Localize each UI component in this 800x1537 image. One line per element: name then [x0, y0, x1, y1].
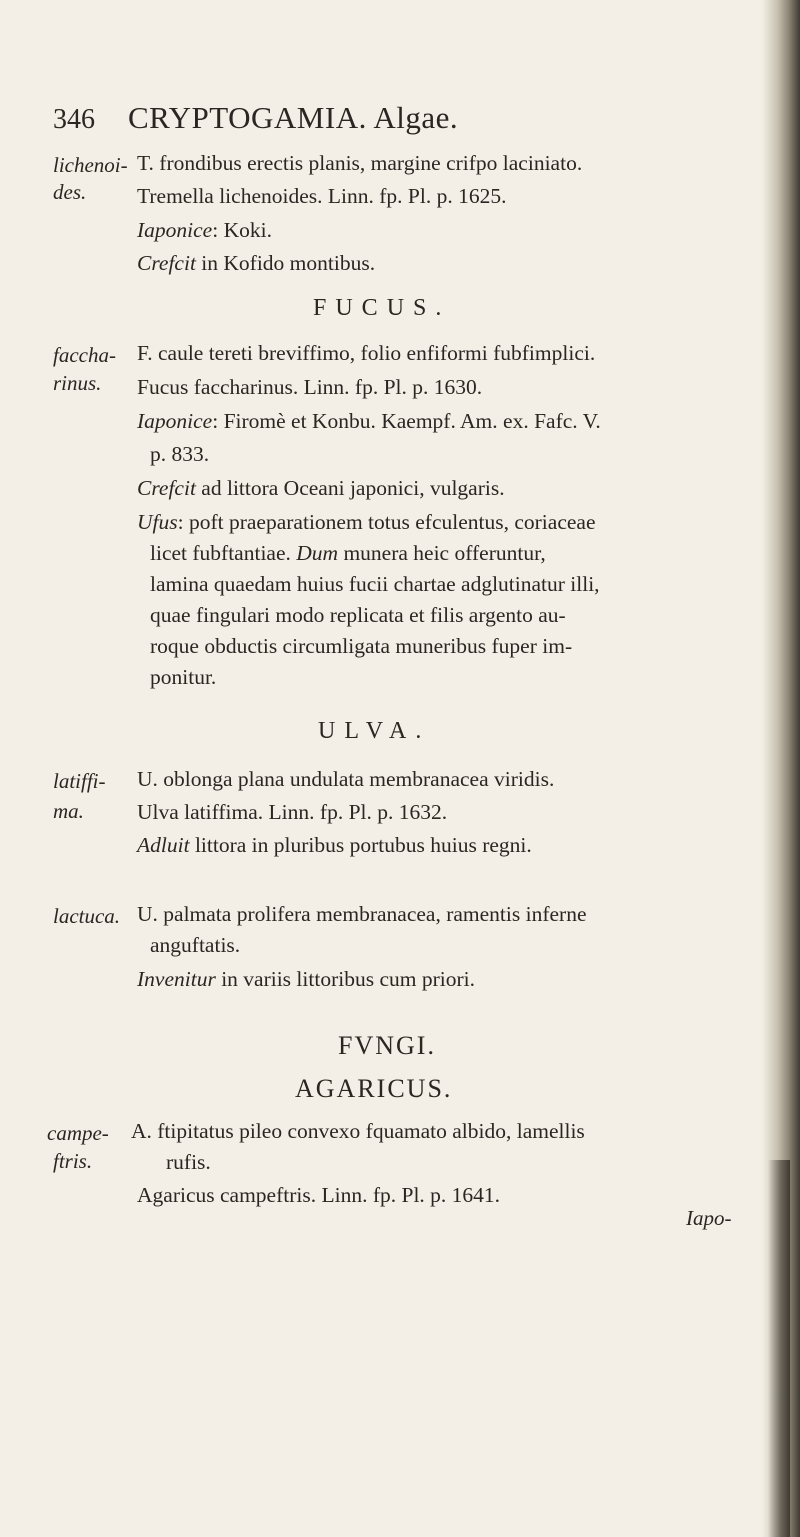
usage-line: roque obductis circumligata muneribus fuper im- [150, 634, 573, 658]
habitat-text: in variis littoribus cum priori. [215, 967, 475, 991]
section-heading: FVNGI. [338, 1031, 436, 1060]
usage-line [150, 541, 546, 566]
description-line: U. palmata prolifera membranacea, ramentis inferne [137, 902, 587, 926]
reference-line: p. 833. [150, 442, 210, 466]
habitat-label: Invenitur [137, 967, 216, 991]
japanese-name-line [137, 409, 601, 434]
usage-label: Ufus [137, 510, 178, 534]
description-line: T. frondibus erectis planis, margine crifpo laciniato. [137, 151, 583, 175]
japanese-name: : Koki. [212, 218, 272, 242]
description-line: rufis. [166, 1150, 211, 1174]
habitat-text: ad littora Oceani japonici, vulgaris. [195, 476, 505, 500]
japanese-name-line [137, 218, 272, 243]
habitat-line [137, 476, 505, 501]
margin-species-name: rinus. [53, 371, 102, 395]
description-line: F. caule tereti breviffimo, folio enfiformi fubfimplici. [137, 341, 596, 365]
habitat-text: littora in pluribus portubus huius regni. [189, 833, 532, 857]
margin-species-name: faccha- [53, 343, 116, 367]
margin-species-name: lichenoi- [53, 153, 128, 177]
usage-line: quae fingulari modo replicata et filis argento au- [150, 603, 566, 627]
habitat-text: in Kofido montibus. [195, 251, 376, 275]
catchword: Iapo- [686, 1206, 732, 1230]
habitat-line [137, 833, 532, 858]
habitat-line [137, 967, 475, 992]
description-line: anguftatis. [150, 933, 241, 957]
synonym-line: Ulva latiffima. Linn. fp. Pl. p. 1632. [137, 800, 448, 824]
japanese-name: : Firomè et Konbu. Kaempf. Am. ex. Fafc. V. [212, 409, 601, 433]
synonym-line: Agaricus campeftris. Linn. fp. Pl. p. 1641. [137, 1183, 501, 1207]
usage-label: Dum [296, 541, 339, 565]
usage-text: : poft praeparationem totus efculentus, coriaceae [177, 510, 596, 534]
margin-species-name: ma. [53, 799, 84, 823]
margin-species-name: latiffi- [53, 769, 106, 793]
usage-line: lamina quaedam huius fucii chartae adglutinatur illi, [150, 572, 600, 596]
usage-text: licet fubftantiae. [150, 541, 291, 565]
synonym-line: Tremella lichenoides. Linn. fp. Pl. p. 1625. [137, 184, 507, 208]
genus-heading: AGARICUS. [295, 1074, 453, 1103]
habitat-label: Crefcit [137, 251, 196, 275]
margin-species-name: des. [53, 180, 87, 204]
margin-species-name: campe- [47, 1121, 109, 1145]
japanese-label: Iaponice [137, 409, 213, 433]
page-number: 346 [53, 104, 95, 135]
section-heading: FUCUS. [313, 295, 451, 321]
margin-species-name: lactuca. [53, 904, 121, 928]
synonym-line: Fucus faccharinus. Linn. fp. Pl. p. 1630. [137, 375, 483, 399]
habitat-line [137, 251, 375, 276]
margin-species-name: ftris. [53, 1149, 93, 1173]
running-title: CRYPTOGAMIA. Algae. [128, 100, 459, 135]
usage-line: ponitur. [150, 665, 217, 689]
japanese-label: Iaponice [137, 218, 213, 242]
description-line: U. oblonga plana undulata membranacea viridis. [137, 767, 555, 791]
habitat-label: Adluit [137, 833, 190, 857]
usage-text: munera heic offeruntur, [338, 541, 546, 565]
section-heading: ULVA. [318, 718, 431, 744]
usage-line [137, 510, 596, 535]
habitat-label: Crefcit [137, 476, 196, 500]
page-edge-dark [768, 1160, 790, 1537]
description-line: A. ftipitatus pileo convexo fquamato albido, lamellis [131, 1119, 585, 1143]
